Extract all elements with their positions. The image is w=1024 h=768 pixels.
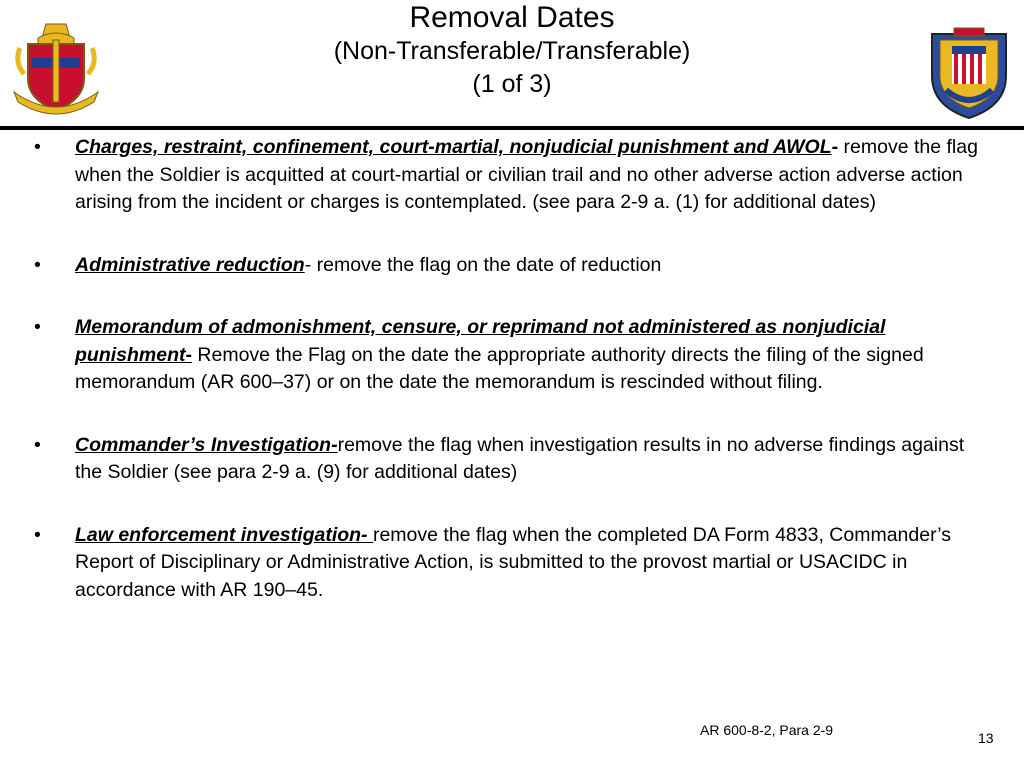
- bullet-text: remove the flag when the completed DA Form 4833, Commander’s Report of Disciplinary or Administrative Action, is submitted to the provost martial or USACIDC in accordance with AR 190–45.: [75, 523, 952, 601]
- list-item: [30, 522, 980, 605]
- list-item: [30, 252, 980, 280]
- title-line-3: (1 of 3): [472, 70, 552, 98]
- bullet-glyph: •: [34, 523, 41, 546]
- bullet-text: remove the flag when the Soldier is acquitted at court-martial or civilian trail and no other adverse action adverse action arising from the incident or charges is contemplated. (see para 2-9 a. (1) for additional dates): [75, 136, 978, 213]
- list-item: [30, 432, 980, 487]
- list-item: [30, 314, 980, 397]
- title-divider: [0, 126, 1024, 130]
- unit-crest-red-icon: [10, 18, 102, 118]
- bullet-separator: -: [831, 136, 839, 158]
- bullet-list: [30, 134, 980, 604]
- bullet-term: Administrative reduction: [75, 253, 305, 276]
- bullet-separator: -: [331, 433, 338, 456]
- title-line-2: (Non-Transferable/Transferable): [333, 37, 691, 65]
- page-number: 13: [978, 730, 994, 746]
- bullet-glyph: •: [34, 136, 41, 158]
- list-item: [30, 134, 980, 217]
- bullet-glyph: •: [34, 316, 41, 338]
- title-line-1: Removal Dates: [409, 1, 615, 34]
- bullet-term: Charges, restraint, confinement, court-martial, nonjudicial punishment and AWOL: [75, 136, 832, 158]
- footer-reference: AR 600-8-2, Para 2-9: [700, 722, 834, 738]
- bullet-text: - remove the flag on the date of reduction: [304, 253, 662, 276]
- bullet-text: remove the flag when investigation results in no adverse findings against the Soldier (see para 2-9 a. (9) for additional dates): [75, 433, 965, 483]
- bullet-term: Commander’s Investigation: [75, 433, 332, 456]
- bullet-term: Law enforcement investigation-: [75, 523, 373, 546]
- bullet-separator: -: [185, 343, 192, 366]
- bullet-glyph: •: [34, 433, 41, 456]
- bullet-term: Memorandum of admonishment, censure, or reprimand not administered as nonjudicial punishment: [75, 316, 886, 366]
- bullet-text: Remove the Flag on the date the appropriate authority directs the filing of the signed memorandum (AR 600–37) or on the date the memorandum is rescinded without filing.: [75, 343, 924, 393]
- slide-title: [180, 2, 844, 100]
- adjutant-general-crest-icon: [926, 26, 1012, 120]
- bullet-glyph: •: [34, 253, 41, 276]
